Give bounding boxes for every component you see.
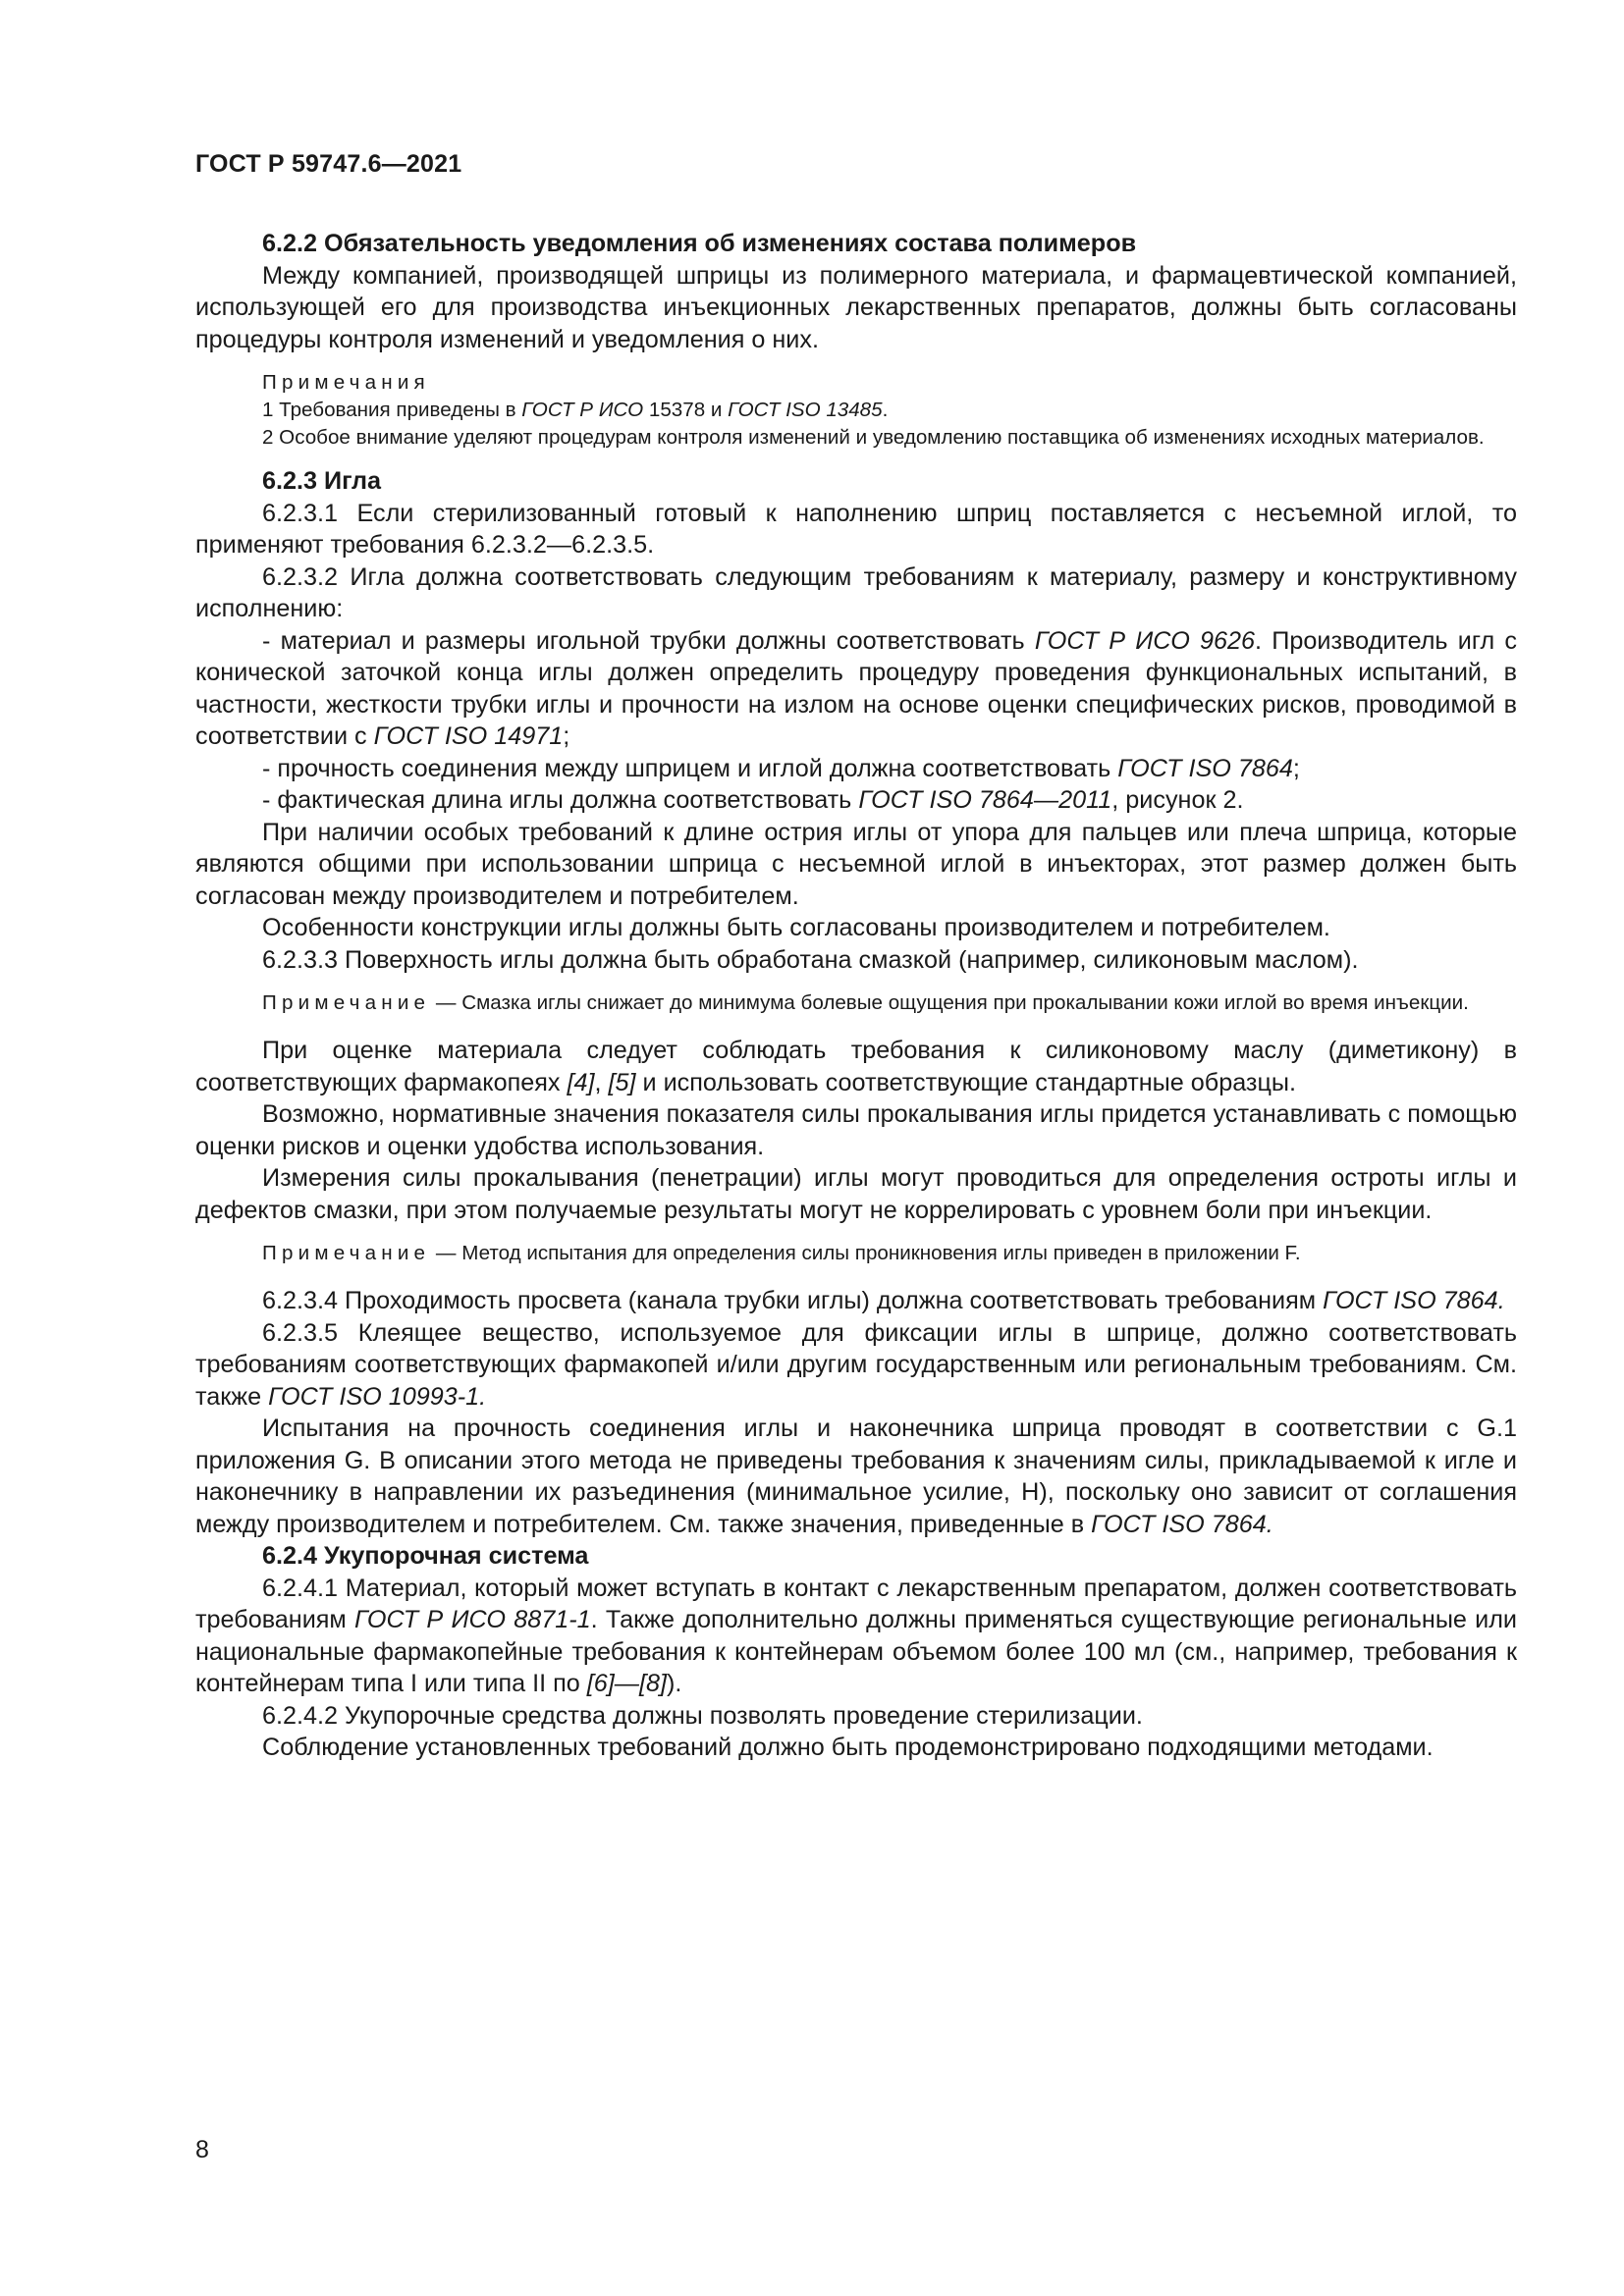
paragraph: 6.2.3.4 Проходимость просвета (канала трубки иглы) должна соответствовать требованиям ГОСТ ISO 7864.: [262, 1287, 1505, 1314]
paragraph: 6.2.3.1 Если стерилизованный готовый к наполнению шприц поставляется с несъемной иглой, то применяют требования 6.2.3.2—6.2.3.5.: [195, 499, 1517, 559]
paragraph: Измерения силы прокалывания (пенетрации) иглы могут проводиться для определения остроты иглы и дефектов смазки, при этом получаемые результаты могут не коррелировать с уровнем боли при инъекции.: [195, 1164, 1517, 1224]
page-number: 8: [195, 2136, 209, 2163]
paragraph: 6.2.3.5 Клеящее вещество, используемое для фиксации иглы в шприце, должно соответствовать требованиям соответствующих фармакопей и/или другим государственным или региональным требованиям. См. также ГОСТ ISO 10993-1.: [195, 1318, 1517, 1411]
paragraph: Возможно, нормативные значения показателя силы прокалывания иглы придется устанавливать с помощью оценки рисков и оценки удобства использования.: [195, 1100, 1517, 1160]
note: Примечание — Смазка иглы снижает до минимума болевые ощущения при прокалывании кожи иглой во время инъекции.: [262, 991, 1469, 1014]
paragraph: Соблюдение установленных требований должно быть продемонстрировано подходящими методами.: [262, 1734, 1434, 1761]
note: Примечание — Метод испытания для определения силы проникновения иглы приведен в приложении F.: [262, 1242, 1301, 1264]
paragraph: 6.2.3.3 Поверхность иглы должна быть обработана смазкой (например, силиконовым маслом).: [262, 945, 1359, 974]
notes-label: Примечания: [262, 371, 430, 394]
note-item: 1 Требования приведены в ГОСТ Р ИСО 15378 и ГОСТ ISO 13485.: [262, 399, 889, 421]
paragraph: 6.2.4.1 Материал, который может вступать в контакт с лекарственным препаратом, должен соответствовать требованиям ГОСТ Р ИСО 8871-1. Также дополнительно должны применяться существующие региональные или национальные фармакопейные требования к контейнерам объемом более 100 мл (см., например, требования к контейнерам типа I или типа II по [6]—[8]).: [195, 1574, 1518, 1697]
paragraph: Между компанией, производящей шприцы из полимерного материала, и фармацевтической компанией, использующей его для производства инъекционных лекарственных препаратов, должны быть согласованы процедуры контроля изменений и уведомления о них.: [195, 261, 1517, 353]
paragraph: 6.2.3.2 Игла должна соответствовать следующим требованиям к материалу, размеру и конструктивному исполнению:: [195, 562, 1517, 622]
paragraph: При наличии особых требований к длине острия иглы от упора для пальцев или плеча шприца, которые являются общими при использовании шприца с несъемной иглой в инъекторах, этот размер должен быть согласован между производителем и потребителем.: [195, 818, 1517, 910]
document-body: [195, 228, 1517, 1764]
list-item: - фактическая длина иглы должна соответствовать ГОСТ ISO 7864—2011, рисунок 2.: [262, 786, 1244, 814]
section-title-6-2-2: 6.2.2 Обязательность уведомления об изменениях состава полимеров: [262, 230, 1137, 257]
note-item: 2 Особое внимание уделяют процедурам контроля изменений и уведомлению поставщика об изменениях исходных материалов.: [262, 426, 1485, 449]
paragraph: Испытания на прочность соединения иглы и наконечника шприца проводят в соответствии с G.1 приложения G. В описании этого метода не приведены требования к значениям силы, прикладываемой к игле и наконечнику в направлении их разъединения (минимальное усилие, Н), поскольку оно зависит от соглашения между производителем и потребителем. См. также значения, приведенные в ГОСТ ISO 7864.: [195, 1415, 1517, 1538]
list-item: - прочность соединения между шприцем и иглой должна соответствовать ГОСТ ISO 7864;: [262, 754, 1300, 782]
list-item: - материал и размеры игольной трубки должны соответствовать ГОСТ Р ИСО 9626. Производитель игл с конической заточкой конца иглы должен определить процедуру проведения функциональных испытаний, в частности, жесткости трубки иглы и прочности на излом на основе оценки специфических рисков, проводимой в соответствии с ГОСТ ISO 14971;: [195, 626, 1517, 750]
paragraph: Особенности конструкции иглы должны быть согласованы производителем и потребителем.: [262, 914, 1330, 941]
section-title-6-2-3: 6.2.3 Игла: [262, 467, 381, 495]
section-title-6-2-4: 6.2.4 Укупорочная система: [262, 1542, 589, 1570]
paragraph: При оценке материала следует соблюдать требования к силиконовому маслу (диметикону) в соответствующих фармакопеях [4], [5] и использовать соответствующие стандартные образцы.: [195, 1037, 1517, 1096]
paragraph: 6.2.4.2 Укупорочные средства должны позволять проведение стерилизации.: [262, 1701, 1143, 1730]
document-header: ГОСТ Р 59747.6—2021: [195, 150, 462, 178]
